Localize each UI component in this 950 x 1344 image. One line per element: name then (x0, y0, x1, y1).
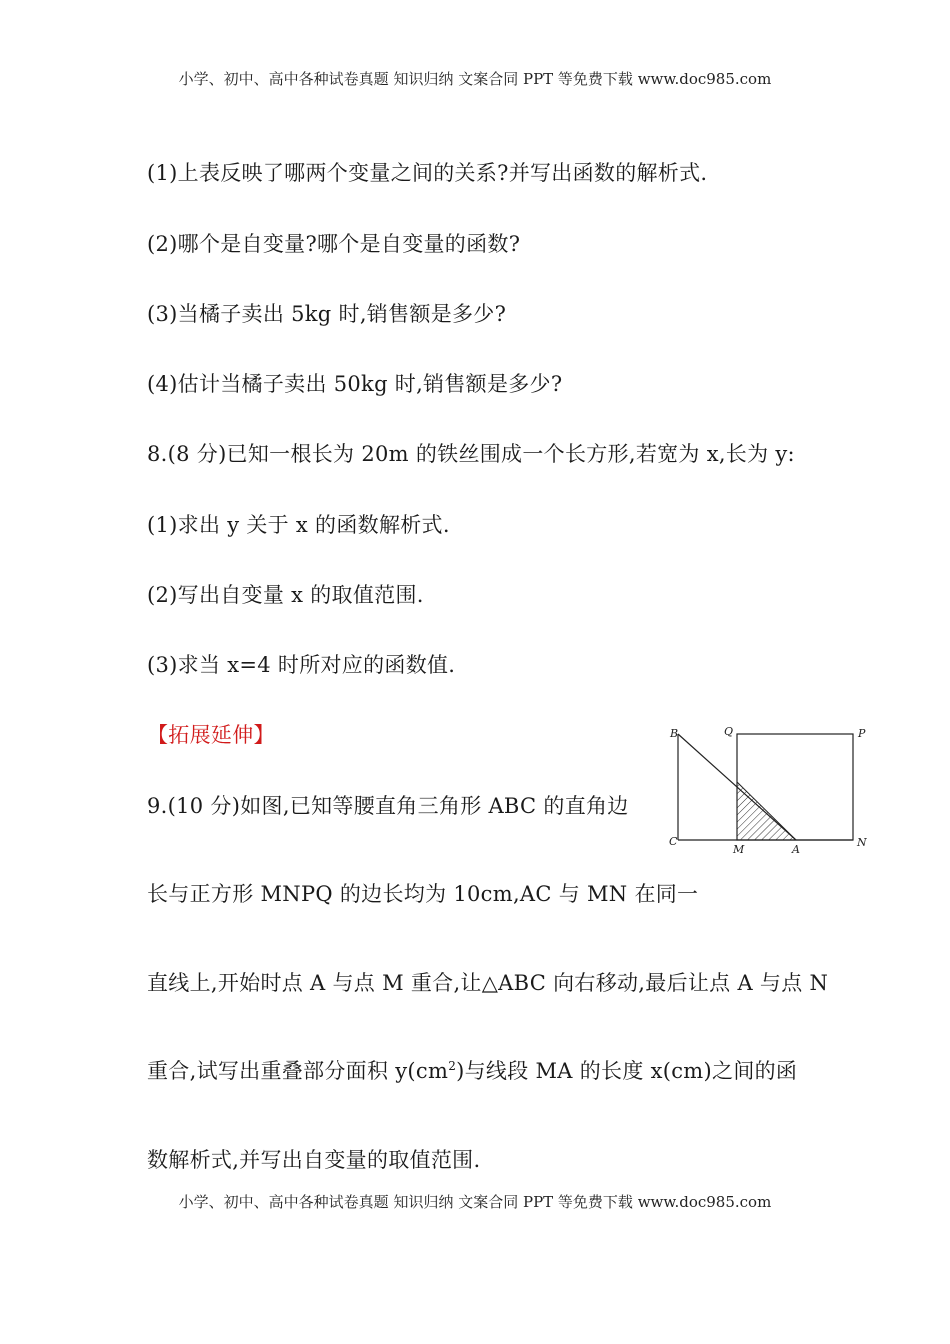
triangle-square-diagram (660, 722, 880, 857)
q9-line4-part2: )与线段 MA 的长度 x(cm)之间的函 (456, 1059, 798, 1083)
label-Q: Q (724, 725, 734, 738)
section-title: 【拓展延伸】 (147, 723, 275, 747)
q8-sub3: (3)求当 x=4 时所对应的函数值. (147, 653, 456, 677)
label-M: M (733, 843, 745, 856)
q7-sub3: (3)当橘子卖出 5kg 时,销售额是多少? (147, 302, 507, 326)
q8-stem: 8.(8 分)已知一根长为 20m 的铁丝围成一个长方形,若宽为 x,长为 y: (147, 442, 795, 466)
q9-line5: 数解析式,并写出自变量的取值范围. (147, 1148, 481, 1172)
q9-line4-part1: 重合,试写出重叠部分面积 y(cm (147, 1059, 449, 1083)
q9-line4 (147, 1055, 797, 1085)
label-C: C (669, 835, 678, 848)
q7-sub1: (1)上表反映了哪两个变量之间的关系?并写出函数的解析式. (147, 161, 708, 185)
q9-line3: 直线上,开始时点 A 与点 M 重合,让△ABC 向右移动,最后让点 A 与点 N (147, 971, 829, 995)
page-header: 小学、初中、高中各种试卷真题 知识归纳 文案合同 PPT 等免费下载 www.doc985.com (178, 70, 772, 88)
q9-line2: 长与正方形 MNPQ 的边长均为 10cm,AC 与 MN 在同一 (147, 882, 699, 906)
q8-sub1: (1)求出 y 关于 x 的函数解析式. (147, 513, 450, 537)
q9-line1: 9.(10 分)如图,已知等腰直角三角形 ABC 的直角边 (147, 794, 629, 818)
label-A: A (792, 843, 800, 856)
q7-sub2: (2)哪个是自变量?哪个是自变量的函数? (147, 232, 521, 256)
label-P: P (858, 727, 866, 740)
q9-line4-superscript: 2 (448, 1059, 457, 1073)
label-B: B (670, 727, 679, 740)
q8-sub2: (2)写出自变量 x 的取值范围. (147, 583, 424, 607)
geometry-figure (660, 722, 880, 857)
label-N: N (857, 836, 867, 849)
q7-sub4: (4)估计当橘子卖出 50kg 时,销售额是多少? (147, 372, 563, 396)
page-footer: 小学、初中、高中各种试卷真题 知识归纳 文案合同 PPT 等免费下载 www.doc985.com (178, 1193, 772, 1211)
